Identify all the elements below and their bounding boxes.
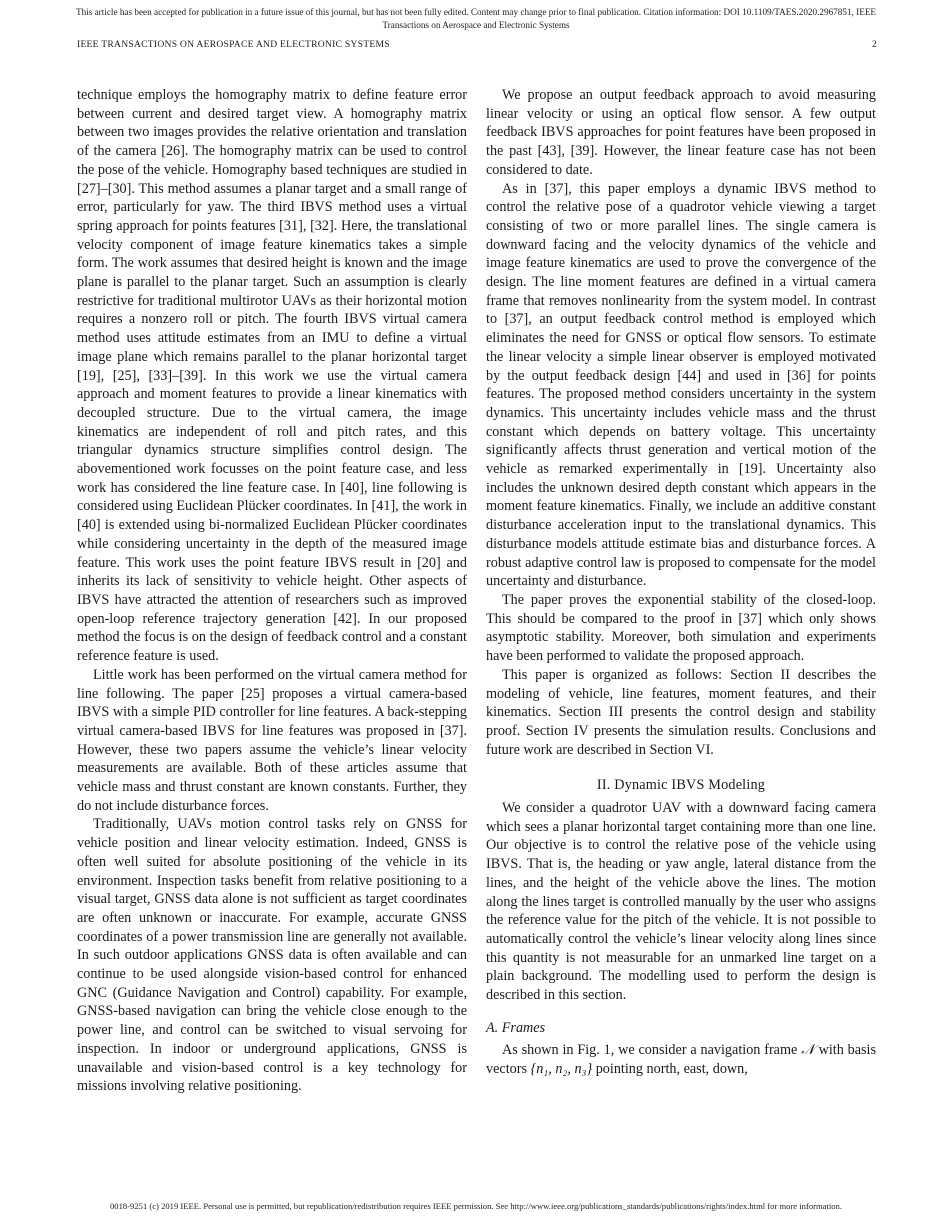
- p6-mid: with basis vectors: [486, 1042, 877, 1078]
- p6-end: pointing north, east, down,: [595, 1061, 748, 1078]
- left-paragraph-2: Little work has been performed on the virtual camera method for line following. The paper [25] proposes a virtual camera-based IBVS with a simple PID controller for line features. A back-stepping virtual camera-based IBVS for line features was proposed in [37]. However, these two papers assume the vehicle’s linear velocity measurements are available. Both of these articles assume that vehicle mass and thrust constant are known constants. Further, they do not include disturbance forces.: [77, 666, 467, 814]
- basis-vectors: {n₁, n₂, n₃}: [530, 1061, 593, 1078]
- navigation-frame-symbol: 𝒩: [801, 1042, 815, 1059]
- right-paragraph-4: This paper is organized as follows: Section II describes the modeling of vehicle, line features, moment features, and their kinematics. Section III presents the control design and stability proof. Section IV presents the simulation results. Conclusions and future work are described in Section VI.: [486, 666, 876, 758]
- journal-name: IEEE TRANSACTIONS ON AEROSPACE AND ELECTRONIC SYSTEMS: [77, 39, 390, 50]
- copyright-footer: 0018-9251 (c) 2019 IEEE. Personal use is permitted, but republication/redistribution requires IEEE permission. See http://www.ieee.org/publications_standards/publications/rights/index.html for more information.: [110, 1201, 842, 1211]
- left-paragraph-1: technique employs the homography matrix to define feature error between current and desired target view. A homography matrix between two images provides the relative orientation and translation of the camera [26]. The homography matrix can be used to control the pose of the vehicle. Homography based techniques are studied in [27]–[30]. This method assumes a planar target and a small range of error, particularly for yaw. The third IBVS method uses a virtual spring approach for points features [31], [32]. Here, the translational velocity component of image feature kinematics takes a simple form. The work assumes that desired height is known and the image plane is parallel to the planar target. Such an assumption is clearly restrictive for traditional multirotor UAVs as their horizontal motion requires a nonzero roll or pitch. The fourth IBVS virtual camera method uses attitude estimates from an IMU to define a virtual image plane which remains parallel to the planar horizontal target [19], [25], [33]–[39]. In this work we use the virtual camera approach and moment features to provide a linear kinematics with decoupled structure. Due to the virtual camera, the image kinematics are independent of roll and pitch rates, and this triangular dynamics structure simplifies control design. The abovementioned work focusses on the point feature case, and less work has considered the line feature case. In [40], line following is considered using Euclidean Plücker coordinates. In [41], the work in [40] is extended using bi-normalized Euclidean Plücker coordinates while considering uncertainty in the depth of the measured image feature. This work uses the point feature IBVS result in [20] and inherits its lack of sensitivity to vehicle height. Other aspects of IBVS have attracted the attention of researchers such as improved open-loop reference trajectory generation [42]. In our proposed method the focus is on the design of feedback control and a constant reference feature is used.: [77, 87, 467, 665]
- right-paragraph-2: As in [37], this paper employs a dynamic IBVS method to control the relative pose of a quadrotor vehicle viewing a target consisting of two or more parallel lines. The single camera is downward facing and the velocity dynamics of the vehicle and image feature kinematics are used to prove the convergence of the design. The line moment features are defined in a virtual camera frame that removes nonlinearity from the system model. In contrast to [37], an output feedback control method is employed which eliminates the need for GNSS or optical flow sensors. To estimate the linear velocity a simple linear observer is employed motivated by the output feedback design [44] and used in [36] for points features. The proposed method considers uncertainty in the system dynamics. This uncertainty includes vehicle mass and the thrust constant which depends on battery voltage. This uncertainty significantly affects thrust generation and vertical motion of the vehicle as remarked experimentally in [19]. Uncertainty also includes the unknown desired depth constant which appears in the moment feature kinematics. Finally, we include an additive constant disturbance acceleration input to the translational dynamics. This disturbance models attitude estimate bias and disturbance forces. A robust adaptive control law is proposed to compensate for the model uncertainty and disturbance.: [486, 180, 876, 590]
- right-paragraph-3: The paper proves the exponential stability of the closed-loop. This should be compared to the proof in [37] which only shows asymptotic stability. Moreover, both simulation and experiments have been performed to validate the proposed approach.: [486, 591, 876, 665]
- p6-start: As shown in Fig. 1, we consider a navigation frame: [502, 1042, 798, 1059]
- right-paragraph-1: We propose an output feedback approach to avoid measuring linear velocity or using an optical flow sensor. A few output feedback IBVS approaches for point features have been proposed in the past [43], [39]. However, the linear feature case has not been considered to date.: [486, 87, 876, 178]
- subsection-heading: A. Frames: [486, 1019, 546, 1036]
- right-column: [486, 86, 876, 1079]
- page-number: 2: [871, 39, 877, 50]
- right-paragraph-5: We consider a quadrotor UAV with a downward facing camera which sees a planar horizontal target containing more than one line. Our objective is to control the relative pose of the vehicle using IBVS. That is, the heading or yaw angle, lateral distance from the lines, and the height of the vehicle above the lines. The motion along the lines target is controlled manually by the user who assigns the reference value for the pitch of the vehicle. It is not possible to automatically control the vehicle’s linear velocity along lines since this quantity is not measurable for an unmarked line target on a plain background. The modelling used to perform the design is described in this section.: [486, 800, 876, 1004]
- right-paragraph-6: [486, 1041, 876, 1078]
- section-heading: II. Dynamic IBVS Modeling: [596, 777, 766, 794]
- running-header: [77, 39, 877, 50]
- publication-banner: [20, 6, 932, 32]
- left-paragraph-3: Traditionally, UAVs motion control tasks rely on GNSS for vehicle position and linear velocity estimation. Indeed, GNSS is often well suited for absolute positioning of the vehicle in its environment. Inspection tasks benefit from relative positioning to a visual target, GNSS data alone is not sufficient as target coordinates are often unknown or inaccurate. For example, accurate GNSS coordinates of a power transmission line are generally not available. In such outdoor applications GNSS data is often available and can continue to be used alongside vision-based control for enhanced GNC (Guidance Navigation and Control) capability. For example, GNSS-based navigation can bring the vehicle close enough to the power line, and control can be switched to visual servoing for inspection. In indoor or underground applications, GNSS is unavailable and vision-based control is a key technology for missions involving relative positioning.: [77, 816, 467, 1095]
- banner-line-1: This article has been accepted for publication in a future issue of this journal, but has not been fully edited. Content may change prior to final publication. Citation information: DOI 10.1109/TAES.2020.2967851, IEEE: [75, 7, 877, 17]
- left-column: [77, 86, 467, 1096]
- banner-line-2: Transactions on Aerospace and Electronic Systems: [382, 20, 570, 30]
